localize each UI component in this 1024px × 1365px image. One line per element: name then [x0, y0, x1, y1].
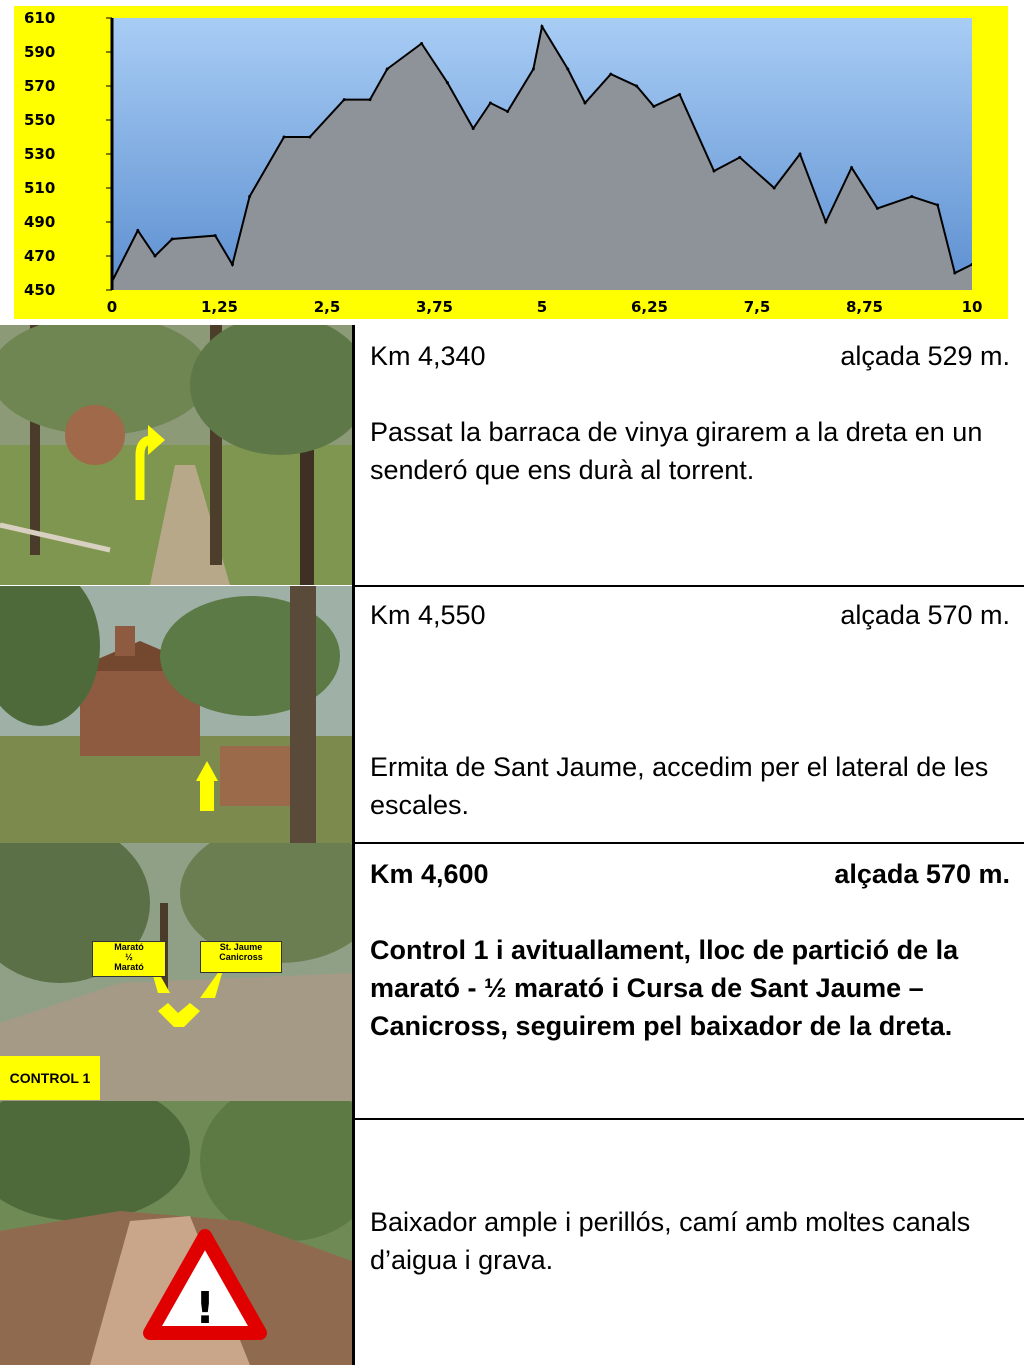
y-tick-label: 610: [24, 9, 56, 27]
x-tick-label: 2,5: [313, 298, 341, 316]
row-description: Baixador ample i perillós, camí amb moltes canals d’aigua i grava.: [370, 1207, 971, 1275]
row-text-4: [370, 1203, 1010, 1279]
elevation-point: [446, 81, 449, 84]
elevation-point: [343, 98, 346, 101]
elevation-point: [738, 156, 741, 159]
row-description: Ermita de Sant Jaume, accedim per el lateral de les escales.: [370, 752, 989, 820]
elevation-point: [541, 25, 544, 28]
photo-control-1: [0, 843, 352, 1101]
photo-baixador: [0, 1101, 352, 1365]
y-tick-label: 590: [24, 43, 56, 61]
elevation-point: [283, 136, 286, 139]
photo-trail-path: [0, 325, 352, 585]
elevation-point: [773, 187, 776, 190]
row-description: Control 1 i avituallament, lloc de partició de la marató - ½ marató i Cursa de Sant Jaume – Canicross, seguirem pel baixador de la dreta.: [370, 935, 959, 1041]
elevation-point: [652, 105, 655, 108]
elevation-point: [953, 272, 956, 275]
control-1-label: CONTROL 1: [0, 1056, 100, 1100]
x-tick-label: 6,25: [630, 298, 669, 316]
km-value: Km 4,600: [370, 859, 489, 889]
elevation-point: [154, 255, 157, 258]
elevation-point: [214, 234, 217, 237]
elevation-point: [506, 110, 509, 113]
elevation-point: [678, 93, 681, 96]
x-tick-label: 8,75: [845, 298, 884, 316]
km-value: Km 4,550: [370, 600, 486, 630]
elevation-point: [386, 68, 389, 71]
elevation-point: [713, 170, 716, 173]
x-tick-label: 0: [106, 298, 118, 316]
row-text-2: [370, 596, 1010, 824]
elevation-point: [566, 68, 569, 71]
row-description: Passat la barraca de vinya girarem a la dreta en un senderó que ens durà al torrent.: [370, 417, 983, 485]
x-tick-label: 10: [961, 298, 983, 316]
y-tick-label: 470: [24, 247, 56, 265]
warning-mark: !: [194, 1283, 216, 1334]
photo-ermita-sant-jaume: [0, 586, 352, 843]
elevation-point: [609, 73, 612, 76]
elevation-point: [799, 153, 802, 156]
elevation-point: [824, 221, 827, 224]
altitude-value: alçada 529 m.: [840, 341, 1010, 371]
up-arrow-icon: [200, 776, 214, 811]
elevation-point: [171, 238, 174, 241]
y-tick-label: 550: [24, 111, 56, 129]
elevation-point: [635, 85, 638, 88]
marato-label: Marató ½ Marató: [92, 941, 166, 977]
km-value: Km 4,340: [370, 341, 486, 371]
row-km-4340: [0, 325, 1024, 585]
y-tick-label: 450: [24, 281, 56, 299]
y-tick-label: 530: [24, 145, 56, 163]
elevation-point: [472, 127, 475, 130]
altitude-value: alçada 570 m.: [834, 859, 1010, 889]
st-jaume-label: St. Jaume Canicross: [200, 941, 282, 973]
elevation-point: [231, 263, 234, 266]
elevation-point: [369, 98, 372, 101]
row-text-3: [370, 855, 1010, 1045]
altitude-value: alçada 570 m.: [840, 600, 1010, 630]
elevation-point: [850, 166, 853, 169]
x-tick-label: 3,75: [415, 298, 454, 316]
elevation-point: [584, 102, 587, 105]
x-tick-label: 1,25: [200, 298, 239, 316]
elevation-point: [308, 136, 311, 139]
elevation-point: [910, 195, 913, 198]
elevation-point: [248, 195, 251, 198]
elevation-point: [936, 204, 939, 207]
y-tick-label: 510: [24, 179, 56, 197]
y-tick-label: 490: [24, 213, 56, 231]
row-km-4600: [0, 843, 1024, 1101]
x-tick-label: 7,5: [743, 298, 771, 316]
elevation-point: [420, 42, 423, 45]
elevation-point: [489, 102, 492, 105]
x-tick-label: 5: [536, 298, 548, 316]
elevation-chart: [0, 0, 1024, 325]
row-baixador: [0, 1101, 1024, 1365]
y-tick-label: 570: [24, 77, 56, 95]
row-km-4550: [0, 586, 1024, 843]
elevation-point: [876, 207, 879, 210]
elevation-point: [532, 68, 535, 71]
elevation-chart-svg: [0, 0, 1024, 325]
row-text-1: [370, 337, 1010, 489]
elevation-point: [136, 229, 139, 232]
